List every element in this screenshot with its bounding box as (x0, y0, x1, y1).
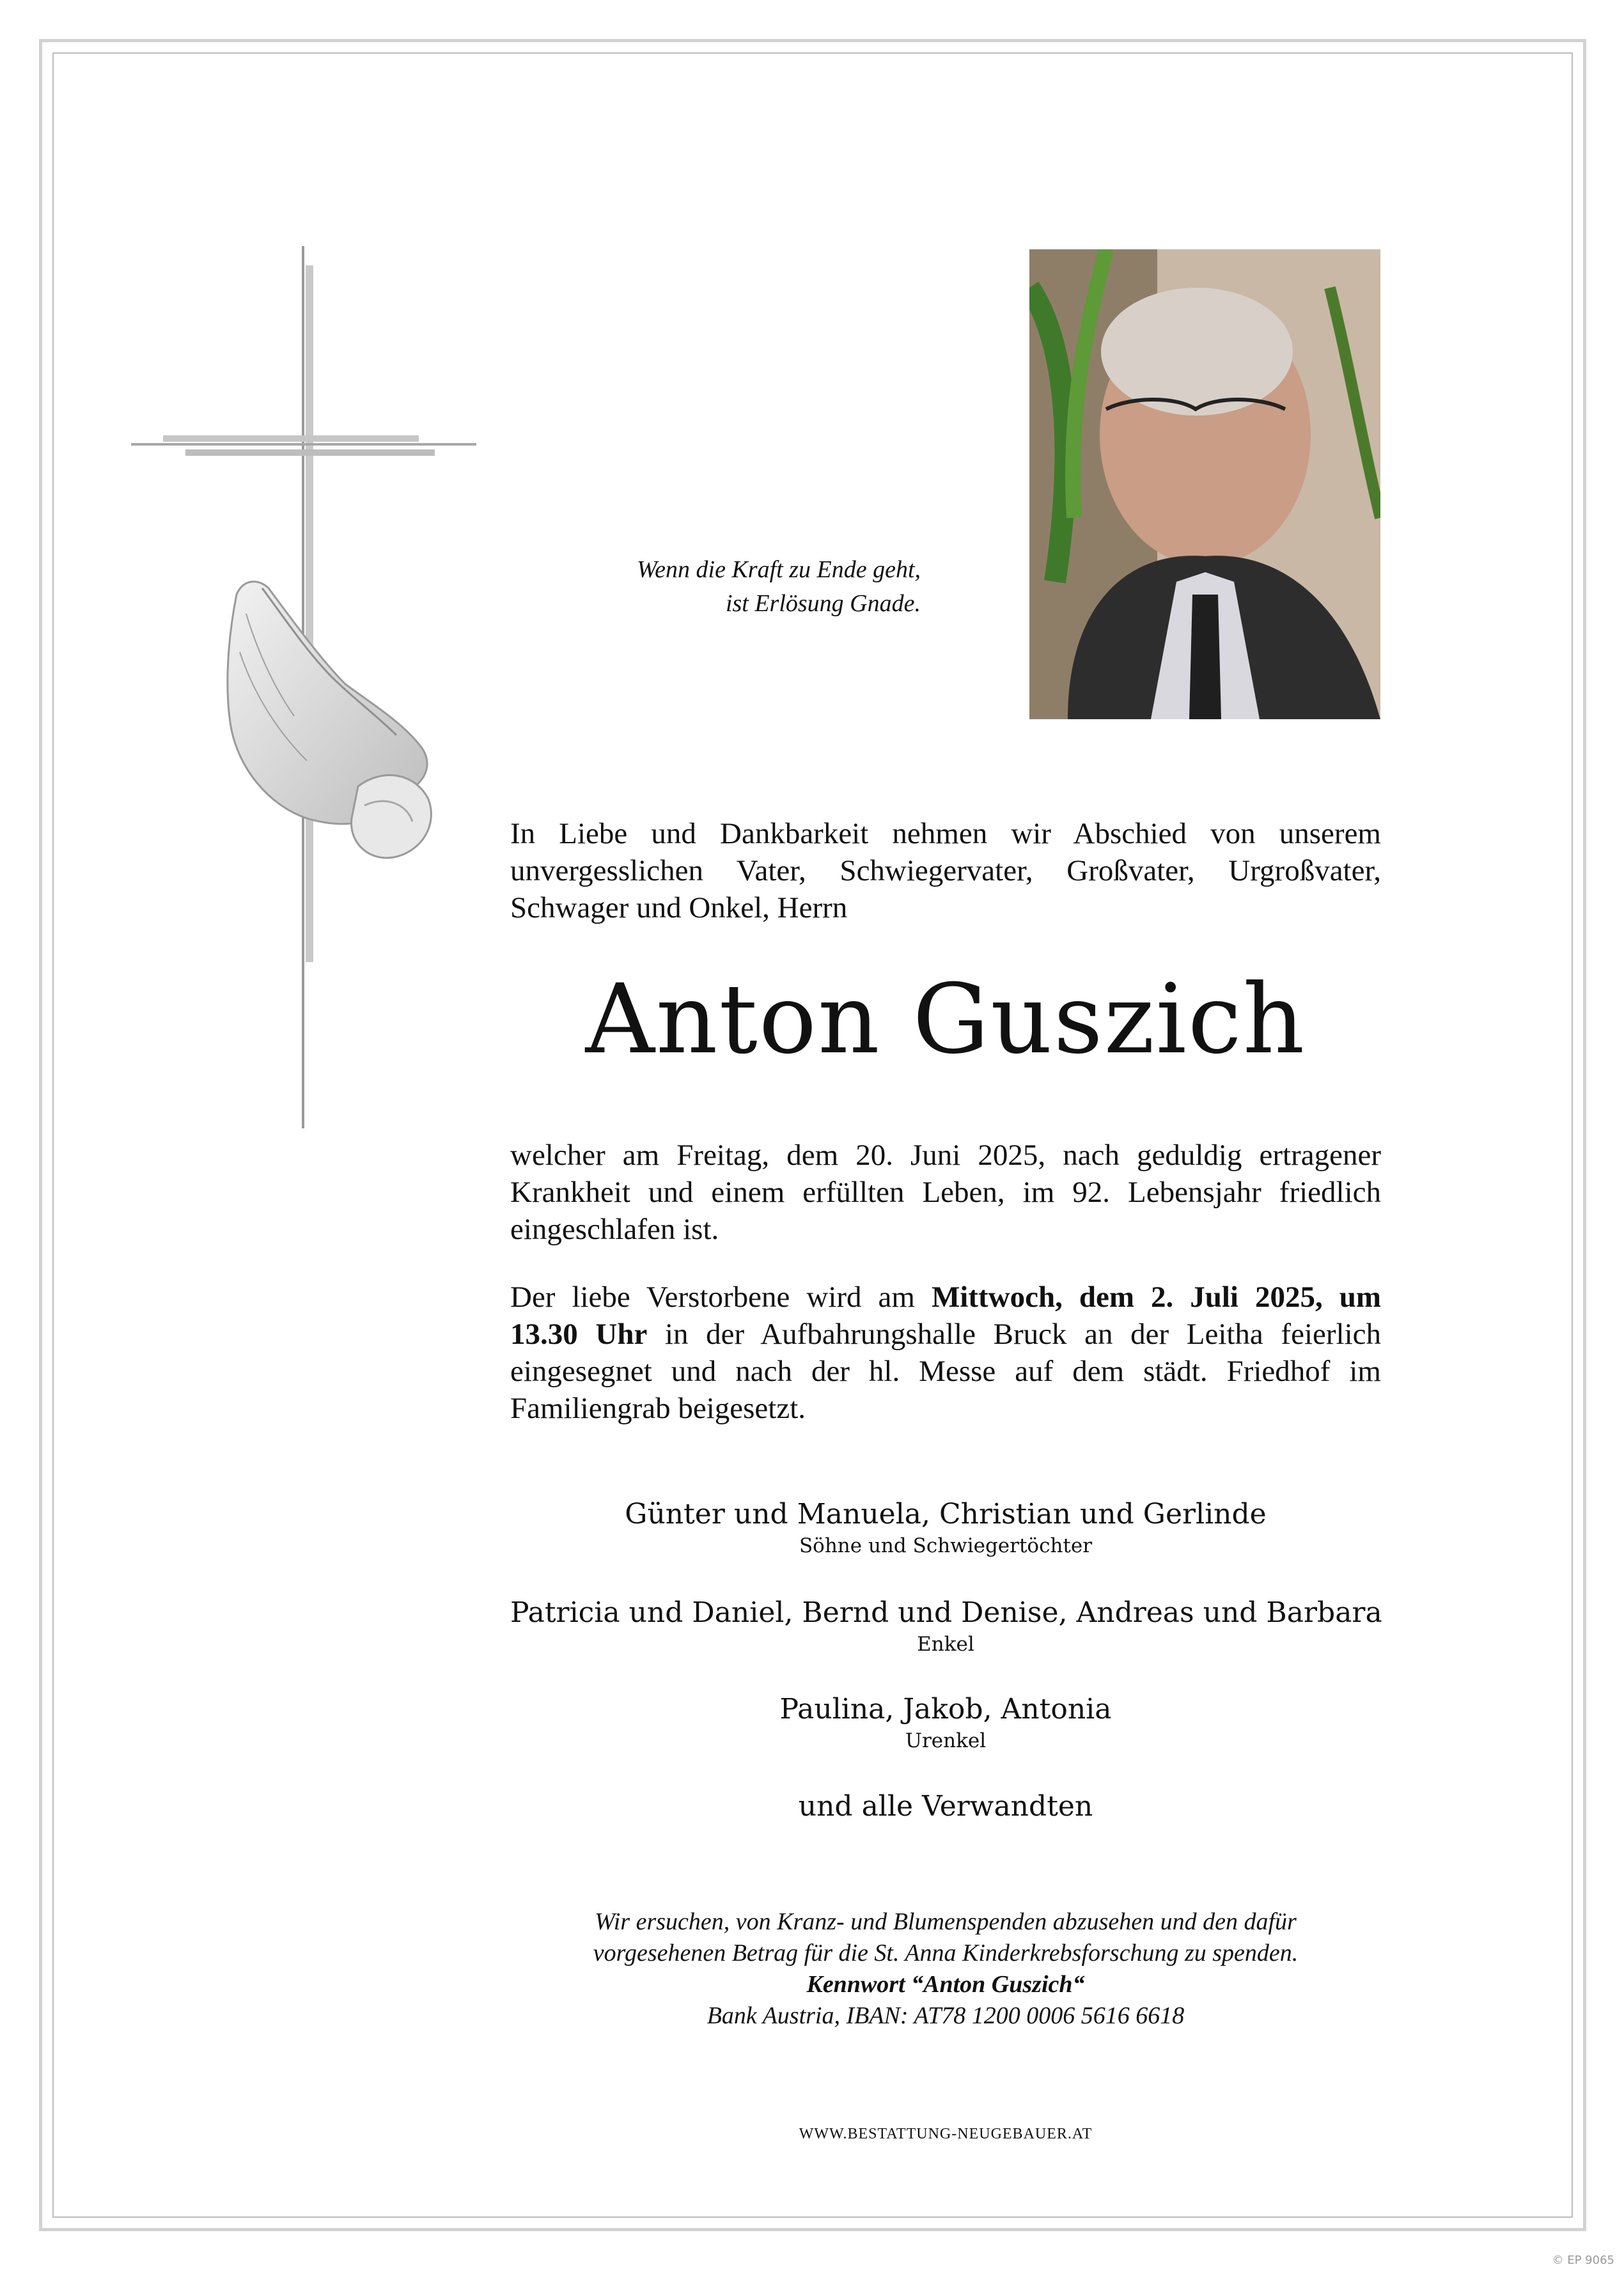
praying-hands-icon (211, 575, 448, 876)
funeral-text: Der liebe Verstorbene wird am (510, 1281, 932, 1314)
mourner-group (510, 1594, 1381, 1657)
death-notice-line: welcher am Freitag, dem 20. Juni 2025, nach geduldig ertragener (510, 1139, 1381, 1172)
mourner-names: Patricia und Daniel, Bernd und Denise, Andreas und Barbara (510, 1596, 1382, 1629)
portrait-photo (1029, 249, 1380, 719)
relatives-text: und alle Verwandten (798, 1790, 1093, 1823)
quote-line: ist Erlösung Gnade. (725, 590, 921, 617)
donation-notice (510, 1906, 1381, 2032)
mourner-relation: Enkel (917, 1633, 974, 1656)
funeral-paragraph (510, 1279, 1381, 1427)
funeral-time: 13.30 Uhr (510, 1318, 648, 1351)
mourner-names: Günter und Manuela, Christian und Gerlinde (625, 1498, 1267, 1530)
death-notice-paragraph (510, 1137, 1381, 1248)
mourner-names: Paulina, Jakob, Antonia (779, 1693, 1112, 1725)
intro-line: Schwager und Onkel, Herrn (510, 891, 848, 924)
print-code: © EP 9065 (1552, 2254, 1614, 2267)
mourner-group (510, 1691, 1381, 1754)
funeral-line (510, 1316, 1381, 1353)
donation-line: Wir ersuchen, von Kranz- und Blumenspenden abzusehen und den dafür (595, 1908, 1297, 1935)
funeral-date: Mittwoch, dem 2. Juli 2025, um (931, 1281, 1381, 1314)
mourner-relation: Söhne und Schwiegertöchter (799, 1534, 1093, 1557)
intro-line: In Liebe und Dankbarkeit nehmen wir Abschied von unserem (510, 817, 1381, 850)
funeral-text: in der Aufbahrungshalle Bruck an der Leitha feierlich (647, 1318, 1381, 1351)
quote-line: Wenn die Kraft zu Ende geht, (637, 556, 921, 583)
death-notice-line: eingeschlafen ist. (510, 1213, 719, 1246)
funeral-line: Familiengrab beigesetzt. (510, 1392, 806, 1425)
intro-paragraph (510, 815, 1381, 926)
donation-bank: Bank Austria, IBAN: AT78 1200 0006 5616 6618 (707, 2002, 1185, 2029)
mourner-relation: Urenkel (905, 1729, 987, 1752)
death-notice-line: Krankheit und einem erfüllten Leben, im 92. Lebensjahr friedlich (510, 1176, 1381, 1209)
website-link[interactable]: WWW.BESTATTUNG-NEUGEBAUER.AT (799, 2126, 1093, 2142)
donation-line: vorgesehenen Betrag für die St. Anna Kinderkrebsforschung zu spenden. (593, 1940, 1299, 1966)
intro-line: unvergesslichen Vater, Schwiegervater, Großvater, Urgroßvater, (510, 854, 1381, 887)
mourner-group (510, 1496, 1381, 1559)
epitaph-quote (473, 553, 921, 621)
deceased-name: Anton Guszich (585, 964, 1306, 1075)
funeral-line (510, 1279, 1381, 1316)
relatives-line (510, 1788, 1381, 1825)
donation-keyword: Kennwort “Anton Guszich“ (806, 1971, 1085, 1998)
funeral-line: eingesegnet und nach der hl. Messe auf dem städt. Friedhof im (510, 1355, 1381, 1388)
